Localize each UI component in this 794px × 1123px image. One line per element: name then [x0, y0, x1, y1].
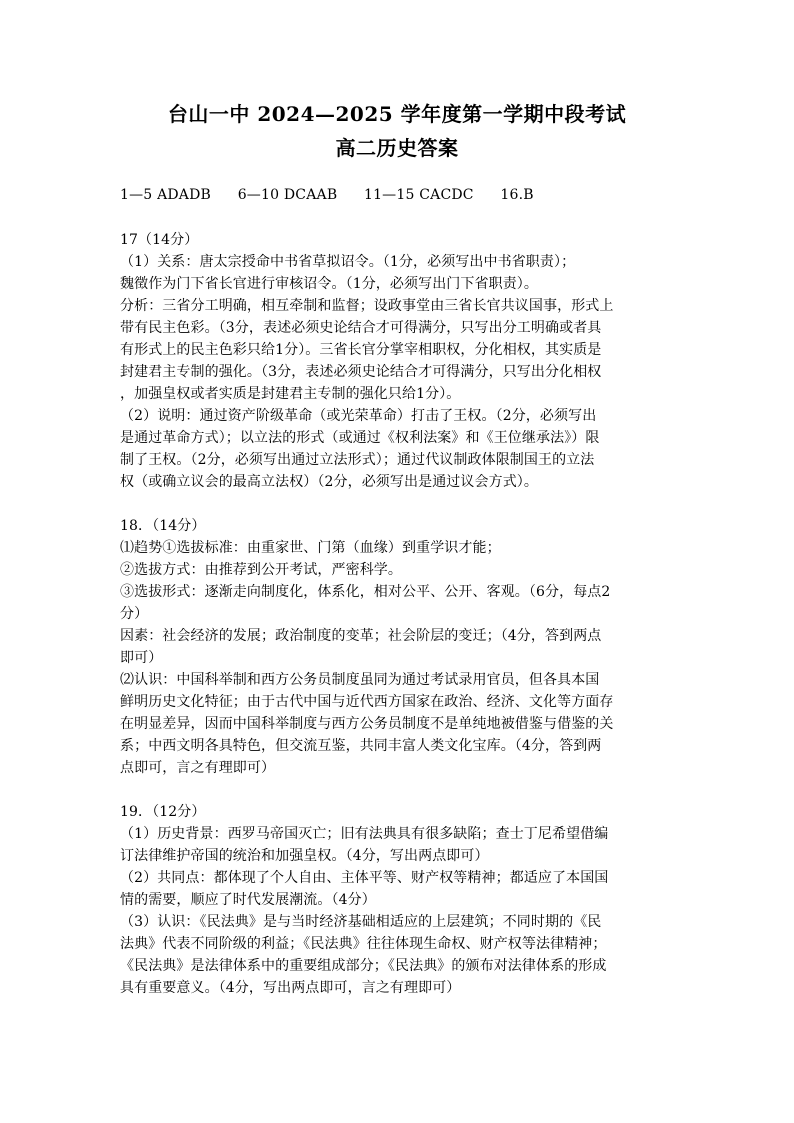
q17-line: 带有民主色彩。（3分，表述必须史论结合才可得满分，只写出分工明确或者具: [120, 320, 602, 336]
q19-line: 法典》代表不同阶级的利益；《民法典》往往体现生命权、财产权等法律精神；: [120, 936, 607, 952]
page-subtitle: 高二历史答案: [335, 136, 459, 160]
q17-line: 是通过革命方式）；以立法的形式（或通过《权利法案》和《王位继承法》）限: [120, 430, 600, 446]
question-19: [120, 801, 680, 999]
q18-line: 18．（14分）: [120, 518, 206, 534]
choice-answer-group: 11—15 CACDC: [363, 187, 474, 203]
q18-line: 在明显差异，因而中国科举制度与西方公务员制度不是单纯地被借鉴与借鉴的关: [120, 716, 614, 732]
q19-line: （2）共同点：都体现了个人自由、主体平等、财产权等精神；都适应了本国国: [120, 870, 609, 886]
q18-line: 因素：社会经济的发展；政治制度的变革；社会阶层的变迁；（4分，答到两点: [120, 628, 602, 644]
q19-line: （1）历史背景：西罗马帝国灭亡；旧有法典具有很多缺陷；查士丁尼希望借编: [120, 826, 609, 842]
q19-line: 19．（12分）: [120, 804, 206, 820]
q17-line: ，加强皇权或者实质是封建君主专制的强化只给1分）。: [120, 386, 461, 402]
q17-line: 有形式上的民主色彩只给1分）。三省长官分掌宰相职权，分化相权，其实质是: [120, 342, 602, 358]
q18-line: 即可）: [120, 650, 163, 666]
choice-answer-group: 16.B: [500, 187, 534, 203]
q18-line: ⑵认识：中国科举制和西方公务员制度虽同为通过考试录用官员，但各具本国: [120, 672, 600, 688]
q18-line: ②选拔方式：由推荐到公开考试，严密科学。: [120, 562, 402, 578]
q18-line: 分）: [120, 606, 149, 622]
choice-answer-group: 6—10 DCAAB: [237, 187, 338, 203]
q17-line: 分析：三省分工明确，相互牵制和监督；设政事堂由三省长官共议国事，形式上: [120, 298, 614, 314]
page-title: 台山一中 2024—2025 学年度第一学期中段考试: [167, 102, 627, 126]
q18-line: ⑴趋势①选拔标准：由重家世、门第（血缘）到重学识才能；: [120, 540, 501, 556]
choice-answer-group: 1—5 ADADB: [120, 187, 212, 203]
q17-line: （2）说明：通过资产阶级革命（或光荣革命）打击了王权。（2分，必须写出: [120, 408, 597, 424]
q19-line: （3）认识：《民法典》是与当时经济基础相适应的上层建筑；不同时期的《民: [120, 914, 602, 930]
question-17: [120, 229, 680, 493]
q17-line: 17（14分）: [120, 232, 199, 248]
q17-line: 魏徵作为门下省长官进行审核诏令。（1分，必须写出门下省职责）。: [120, 276, 539, 292]
q19-line: 《民法典》是法律体系中的重要组成部分；《民法典》的颁布对法律体系的形成: [120, 958, 607, 974]
q19-line: 情的需要，顺应了时代发展潮流。（4分）: [120, 892, 376, 908]
q17-line: 权（或确立议会的最高立法权）（2分，必须写出是通过议会方式）。: [120, 474, 539, 490]
answer-content: [120, 229, 680, 1021]
q19-line: 订法律维护帝国的统治和加强皇权。（4分，写出两点即可）: [120, 848, 489, 864]
q18-line: 系；中西文明各具特色，但交流互鉴，共同丰富人类文化宝库。（4分，答到两: [120, 738, 602, 754]
q17-line: 制了王权。（2分，必须写出通过立法形式）；通过代议制政体限制国王的立法: [120, 452, 595, 468]
q18-line: 点即可，言之有理即可）: [120, 760, 276, 776]
q17-line: 封建君主专制的强化。（3分，表述必须史论结合才可得满分，只写出分化相权: [120, 364, 602, 380]
q18-line: ③选拔形式：逐渐走向制度化，体系化，相对公平、公开、客观。（6分，每点2: [120, 584, 611, 600]
q18-line: 鲜明历史文化特征；由于古代中国与近代西方国家在政治、经济、文化等方面存: [120, 694, 614, 710]
choice-answers: [120, 187, 556, 203]
question-18: [120, 515, 680, 779]
q19-line: 具有重要意义。（4分，写出两点即可，言之有理即可）: [120, 980, 461, 996]
q17-line: （1）关系：唐太宗授命中书省草拟诏令。（1分，必须写出中书省职责）；: [120, 254, 576, 270]
